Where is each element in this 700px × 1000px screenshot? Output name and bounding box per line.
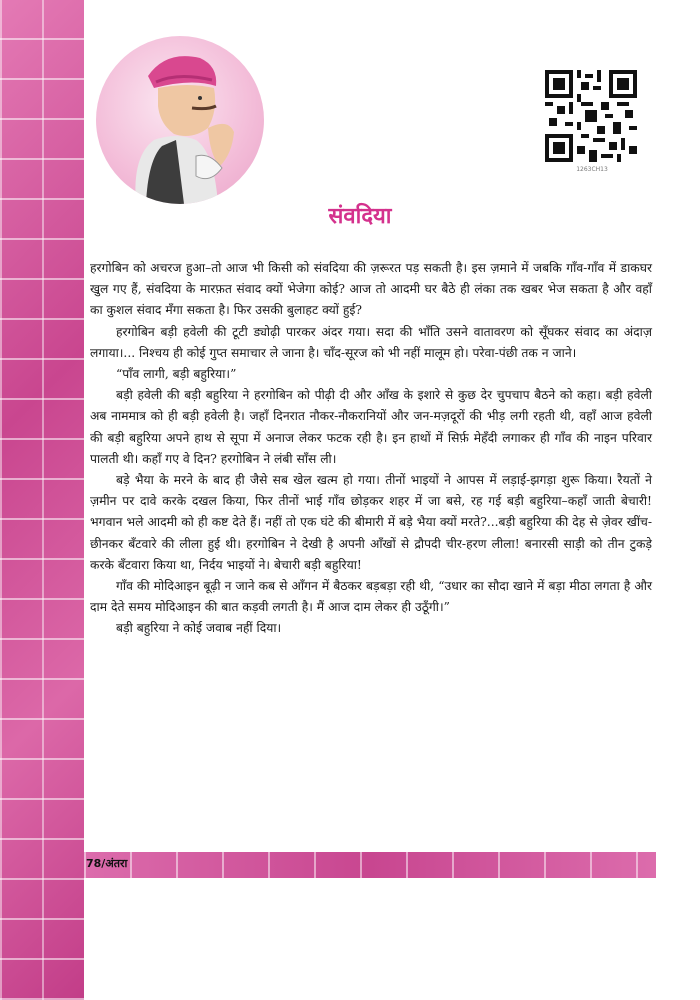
paragraph: बड़े भैया के मरने के बाद ही जैसे सब खेल खत्म हो गया। तीनों भाइयों ने आपस में लड़ाई-झगड़ा शुरू किया। रैयतों ने ज़मीन पर दावे करके दखल किया, फिर तीनों भाई गाँव छोड़कर शहर में जा बसे, रह गई बड़ी बहुरिया–कहाँ जाती बेचारी! भगवान भले आदमी को ही कष्ट देते हैं। नहीं तो एक घंटे की बीमारी में बड़े भैया क्यों मरते?...बड़ी बहुरिया की देह से ज़ेवर खींच-छीनकर बँटवारे की लीला हुई थी। हरगोबिन ने देखी है अपनी आँखों से द्रौपदी चीर-हरण लीला! बनारसी साड़ी को तीन टुकड़े करके बँटवारा किया था, निर्दय भाइयों ने। बेचारी बड़ी बहुरिया! (90, 473, 652, 572)
chapter-text (90, 258, 652, 640)
page-number: 78/अंतरा (86, 857, 128, 870)
paragraph: बड़ी बहुरिया ने कोई जवाब नहीं दिया। (116, 621, 282, 636)
chapter-title: संवदिया (328, 204, 392, 229)
top-margin (84, 0, 700, 18)
paragraph: हरगोबिन को अचरज हुआ–तो आज भी किसी को संवदिया की ज़रूरत पड़ सकती है। इस ज़माने में जबकि गाँव-गाँव में डाकघर खुल गए हैं, संवदिया के मारफ़त संवाद क्यों भेजेगा कोई? आज तो आदमी घर बैठे ही लंका तक खबर भेज सकता है और वहाँ का कुशल संवाद मँगा सकता है। फिर उसकी बुलाहट क्यों हुई? (90, 261, 652, 318)
footer-band (84, 852, 656, 878)
paragraph: गाँव की मोदिआइन बूढ़ी न जाने कब से आँगन में बैठकर बड़बड़ा रही थी, “उधार का सौदा खाने में बड़ा मीठा लगता है और दाम देते समय मोदिआइन की बात कड़वी लगती है। मैं आज दाम लेकर ही उठूँगी।” (90, 579, 652, 615)
paragraph: बड़ी हवेली की बड़ी बहुरिया ने हरगोबिन को पीढ़ी दी और आँख के इशारे से कुछ देर चुपचाप बैठने को कहा। बड़ी हवेली अब नाममात्र को ही बड़ी हवेली है। जहाँ दिनरात नौकर-नौकरानियों और जन-मज़दूरों की भीड़ लगी रहती थी, वहाँ आज हवेली की बड़ी बहुरिया अपने हाथ से सूपा में अनाज लेकर फटक रही है। इन हाथों में सिर्फ़ मेहँदी लगाकर ही गाँव की नाइन परिवार पालती थी। कहाँ गए वे दिन? हरगोबिन ने लंबी साँस ली। (90, 388, 652, 466)
decorative-side-band (0, 0, 84, 1000)
qr-code-label: 1263CH13 (576, 166, 608, 173)
paragraph: “पाँव लागी, बड़ी बहुरिया।” (116, 367, 237, 382)
qr-code[interactable] (545, 70, 637, 162)
paragraph: हरगोबिन बड़ी हवेली की टूटी ड्योढ़ी पारकर अंदर गया। सदा की भाँति उसने वातावरण को सूँघकर संवाद का अंदाज़ लगाया।... निश्चय ही कोई गुप्त समाचार ले जाना है। चाँद-सूरज को भी नहीं मालूम हो। परेवा-पंछी तक न जाने। (90, 324, 652, 360)
chapter-illustration (96, 36, 264, 204)
